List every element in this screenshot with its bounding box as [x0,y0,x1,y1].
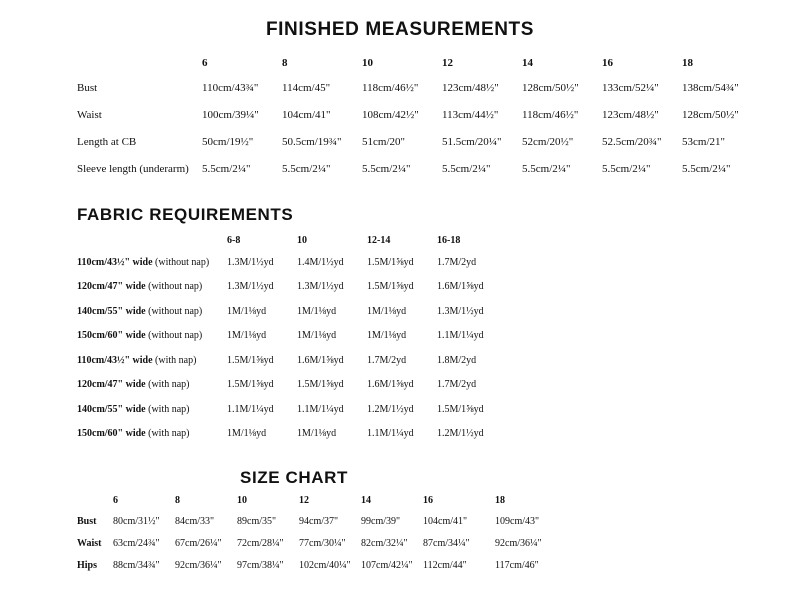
size-header: 6-8 [227,234,241,246]
nap-label: (without nap) [148,305,203,317]
corner-cell [77,490,113,510]
fabric-width-label: 120cm/47" wide [77,281,146,293]
table-cell: 1M/1⅛yd [367,305,407,317]
table-cell: 1M/1⅛yd [367,330,407,342]
table-row [77,324,507,349]
size-header: 10 [297,234,307,246]
table-cell: 1.5M/1⅝yd [367,256,414,268]
size-header: 18 [495,494,505,506]
table-cell: 82cm/32¼" [361,537,408,549]
table-row [77,128,762,155]
table-cell: 117cm/46" [495,559,539,571]
row-label: Length at CB [77,135,137,148]
size-header: 6 [113,494,118,506]
table-cell: 1M/1⅛yd [227,305,267,317]
fabric-requirements-table [77,230,507,446]
table-row [77,554,557,576]
table-cell: 110cm/43¾" [202,81,259,94]
table-cell: 1.4M/1½yd [297,256,344,268]
table-cell: 1.1M/1¼yd [297,403,344,415]
finished-measurements-title: FINISHED MEASUREMENTS [265,19,535,40]
nap-label: (with nap) [155,354,197,366]
fabric-width-label: 140cm/55" wide [77,305,146,317]
size-header: 16 [602,57,613,69]
table-cell: 84cm/33" [175,515,215,527]
table-cell: 1M/1⅛yd [297,428,337,440]
row-label [77,275,227,300]
size-header: 16 [423,494,433,506]
table-cell: 88cm/34¾" [113,559,160,571]
table-cell: 133cm/52¼" [602,81,659,94]
row-label [77,299,227,324]
table-cell: 1.2M/1½yd [367,403,414,415]
size-header: 12 [299,494,309,506]
fabric-width-label: 150cm/60" wide [77,330,146,342]
table-header-row [77,230,507,250]
fabric-width-label: 110cm/43½" wide [77,354,153,366]
table-row [77,397,507,422]
table-cell: 128cm/50½" [522,81,579,94]
size-header: 14 [522,57,533,69]
table-cell: 104cm/41" [423,515,468,527]
table-cell: 123cm/48½" [442,81,499,94]
table-cell: 5.5cm/2¼" [362,162,411,175]
table-cell: 50cm/19½" [202,135,254,148]
table-row [77,532,557,554]
table-row [77,74,762,101]
table-cell: 1M/1⅛yd [297,305,337,317]
table-cell: 53cm/21" [682,135,725,148]
table-cell: 1.3M/1½yd [227,281,274,293]
table-cell: 1.7M/2yd [437,379,477,391]
table-cell: 94cm/37" [299,515,339,527]
table-cell: 118cm/46½" [522,108,579,121]
table-cell: 5.5cm/2¼" [682,162,731,175]
row-label: Bust [77,81,98,94]
corner-cell [77,230,227,250]
table-row [77,422,507,447]
table-row [77,101,762,128]
table-cell: 112cm/44" [423,559,467,571]
table-cell: 1M/1⅛yd [227,330,267,342]
table-cell: 107cm/42¼" [361,559,413,571]
table-cell: 1.2M/1½yd [437,428,484,440]
row-label [77,397,227,422]
size-header: 10 [362,57,373,69]
table-cell: 97cm/38¼" [237,559,284,571]
row-label [77,373,227,398]
row-label: Waist [77,108,102,121]
table-row [77,299,507,324]
table-cell: 1M/1⅛yd [297,330,337,342]
size-chart-table [77,490,557,576]
table-cell: 67cm/26¼" [175,537,222,549]
table-cell: 123cm/48½" [602,108,659,121]
table-row [77,510,557,532]
table-cell: 51.5cm/20¼" [442,135,502,148]
nap-label: (with nap) [148,403,190,415]
table-cell: 63cm/24¾" [113,537,160,549]
table-cell: 100cm/39¼" [202,108,259,121]
table-cell: 1.3M/1½yd [227,256,274,268]
size-header: 10 [237,494,247,506]
table-cell: 1.1M/1¼yd [227,403,274,415]
table-cell: 80cm/31½" [113,515,160,527]
table-cell: 92cm/36¼" [495,537,542,549]
table-header-row [77,52,762,74]
table-cell: 87cm/34¼" [423,537,470,549]
nap-label: (without nap) [155,256,210,268]
row-label: Bust [77,515,97,527]
table-cell: 1.1M/1¼yd [437,330,484,342]
row-label [77,422,227,447]
size-header: 8 [175,494,180,506]
table-row [77,275,507,300]
table-cell: 99cm/39" [361,515,401,527]
table-cell: 114cm/45" [282,81,331,94]
table-cell: 51cm/20" [362,135,405,148]
table-cell: 5.5cm/2¼" [522,162,571,175]
table-cell: 1.7M/2yd [367,354,407,366]
table-cell: 109cm/43" [495,515,540,527]
fabric-requirements-title: FABRIC REQUIREMENTS [77,205,294,224]
row-label [77,250,227,275]
table-cell: 1.3M/1½yd [297,281,344,293]
fabric-width-label: 110cm/43½" wide [77,256,153,268]
table-cell: 113cm/44½" [442,108,499,121]
size-header: 18 [682,57,693,69]
nap-label: (without nap) [148,330,203,342]
table-cell: 5.5cm/2¼" [282,162,331,175]
nap-label: (with nap) [148,428,190,440]
table-cell: 1.6M/1⅝yd [297,354,344,366]
table-row [77,155,762,182]
finished-measurements-table [77,52,762,182]
table-cell: 5.5cm/2¼" [442,162,491,175]
fabric-width-label: 120cm/47" wide [77,379,146,391]
table-cell: 72cm/28¼" [237,537,284,549]
table-cell: 1.5M/1⅝yd [227,379,274,391]
size-header: 6 [202,57,208,69]
nap-label: (with nap) [148,379,190,391]
table-cell: 50.5cm/19¾" [282,135,342,148]
size-header: 12 [442,57,453,69]
table-header-row [77,490,557,510]
table-row [77,250,507,275]
row-label [77,324,227,349]
row-label: Hips [77,559,98,571]
table-cell: 5.5cm/2¼" [202,162,251,175]
size-header: 14 [361,494,371,506]
table-cell: 1.1M/1¼yd [367,428,414,440]
table-cell: 1.5M/1⅝yd [367,281,414,293]
row-label [77,348,227,373]
table-cell: 108cm/42½" [362,108,419,121]
table-cell: 1.6M/1⅝yd [367,379,414,391]
table-cell: 89cm/35" [237,515,277,527]
table-cell: 1.5M/1⅝yd [297,379,344,391]
table-cell: 102cm/40¼" [299,559,351,571]
table-cell: 92cm/36¼" [175,559,222,571]
table-cell: 1.5M/1⅝yd [227,354,274,366]
table-cell: 1.3M/1½yd [437,305,484,317]
table-cell: 1.5M/1⅝yd [437,403,484,415]
table-cell: 1.7M/2yd [437,256,477,268]
table-cell: 104cm/41" [282,108,331,121]
table-cell: 52cm/20½" [522,135,574,148]
table-cell: 128cm/50½" [682,108,739,121]
size-header: 16-18 [437,234,461,246]
row-label: Sleeve length (underarm) [77,162,189,175]
table-row [77,373,507,398]
table-cell: 1.8M/2yd [437,354,477,366]
table-cell: 138cm/54¾" [682,81,739,94]
table-cell: 77cm/30¼" [299,537,346,549]
table-cell: 1M/1⅛yd [227,428,267,440]
table-cell: 5.5cm/2¼" [602,162,651,175]
size-header: 8 [282,57,288,69]
size-header: 12-14 [367,234,391,246]
table-cell: 52.5cm/20¾" [602,135,662,148]
corner-cell [77,52,202,74]
row-label: Waist [77,537,102,549]
size-chart-title: SIZE CHART [240,468,348,487]
fabric-width-label: 150cm/60" wide [77,428,146,440]
table-row [77,348,507,373]
table-cell: 118cm/46½" [362,81,419,94]
table-cell: 1.6M/1⅝yd [437,281,484,293]
fabric-width-label: 140cm/55" wide [77,403,146,415]
nap-label: (without nap) [148,281,203,293]
